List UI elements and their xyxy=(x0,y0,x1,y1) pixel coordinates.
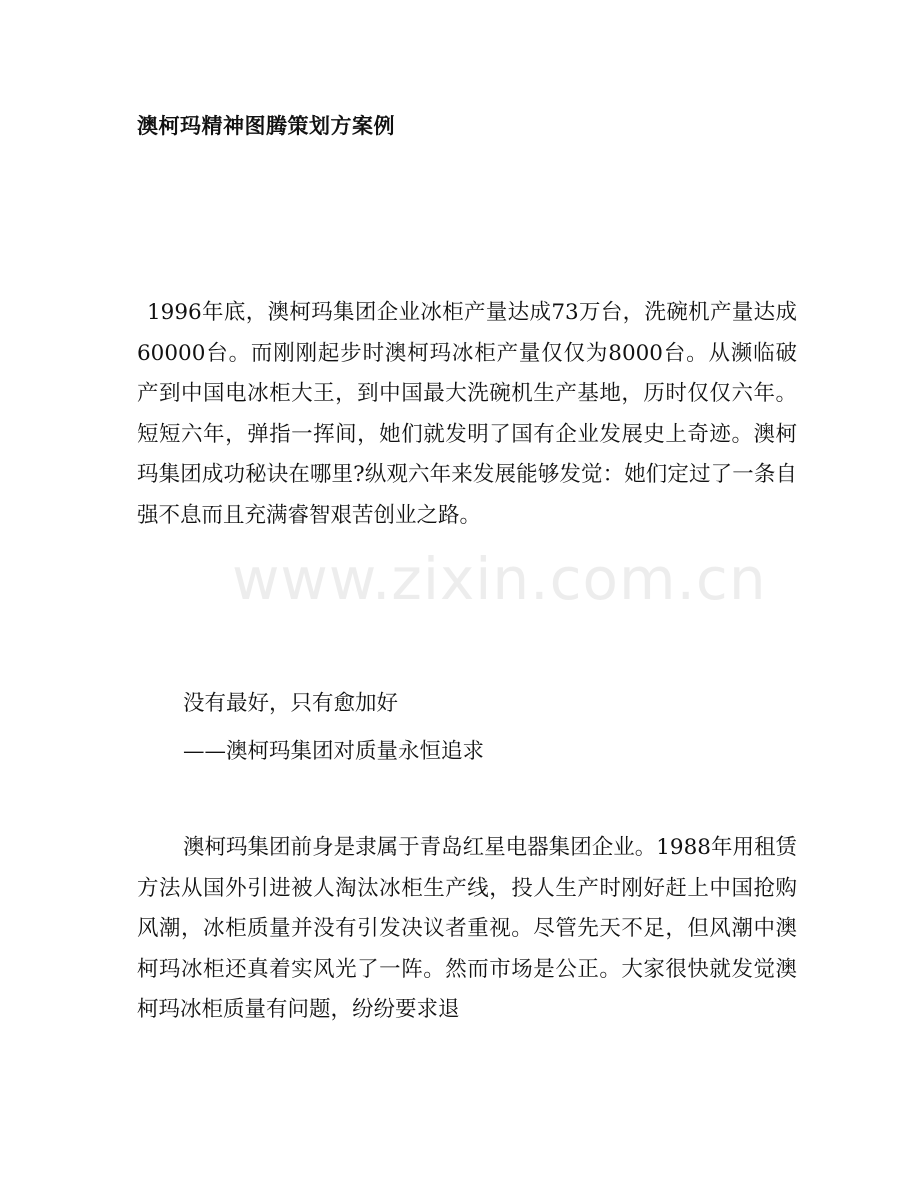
document-title: 澳柯玛精神图腾策划方案例 xyxy=(137,114,395,138)
body-paragraph: 澳柯玛集团前身是隶属于青岛红星电器集团企业。1988年用租赁方法从国外引进被人淘汰冰柜生产线，投人生产时刚好赶上中国抢购风潮，冰柜质量并没有引发决议者重视。尽管先天不足，但风潮中澳柯玛冰柜还真着实风光了一阵。然而市场是公正。大家很快就发觉澳柯玛冰柜质量有问题，纷纷要求退 xyxy=(137,835,797,1023)
watermark-text: www.zixin.com.cn xyxy=(232,545,767,613)
section-heading: 没有最好，只有愈加好 xyxy=(183,691,399,716)
section-subheading: ——澳柯玛集团对质量永恒追求 xyxy=(183,739,485,764)
intro-paragraph: 1996年底，澳柯玛集团企业冰柜产量达成73万台，洗碗机产量达成60000台。而刚刚起步时澳柯玛冰柜产量仅仅为8000台。从濒临破产到中国电冰柜大王，到中国最大洗碗机生产基地，历时仅仅六年。短短六年，弹指一挥间，她们就发明了国有企业发展史上奇迹。澳柯玛集团成功秘诀在哪里?纵观六年来发展能够发觉：她们定过了一条自强不息而且充满睿智艰苦创业之路。 xyxy=(137,300,797,528)
